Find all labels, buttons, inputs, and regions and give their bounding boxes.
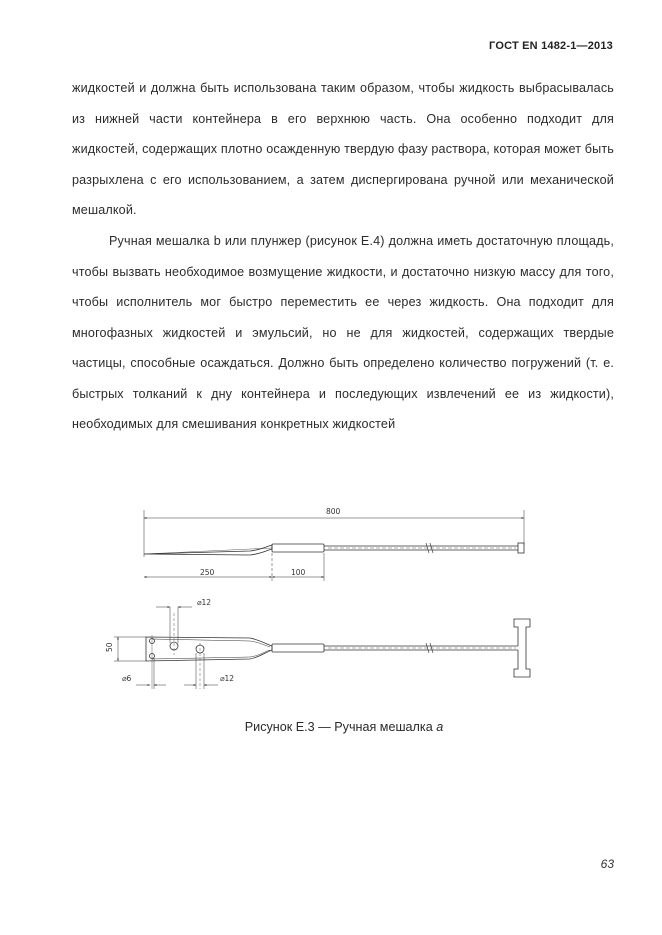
paragraph-2-text: Ручная мешалка b или плунжер (рисунок Е.4) должна иметь достаточную площадь, чтобы вызвать необходимое возмущение жидкости, и достаточно низкую массу для того, чтобы исполнитель мог быстро переместить ее через жидкость. Она подходит для многофазных жидкостей и эмульсий, но не для жидкостей, содержащих твердые частицы, способные осаждаться. Должно быть определено количество погружений (т. е. быстрых толканий к дну контейнера и последующих извлечений ее из жидкости), необходимых для смешивания конкретных жидкостей (72, 234, 614, 431)
figure-e3-drawing (100, 495, 540, 695)
dim-hole-diameter-top: ⌀12 (197, 598, 212, 607)
paragraph-2 (72, 226, 614, 440)
dim-blade-width: 50 (105, 642, 114, 652)
dim-overall-length: 800 (326, 507, 341, 516)
figure-caption-letter: a (436, 720, 444, 734)
figure-caption-text: Рисунок Е.3 — Ручная мешалка (244, 720, 433, 734)
dim-taper-length: 250 (200, 568, 215, 577)
page-number: 63 (600, 857, 614, 871)
dim-sleeve-length: 100 (291, 568, 306, 577)
paragraph-1 (72, 73, 614, 226)
figure-caption (0, 720, 662, 734)
dim-hole-diameter-small: ⌀6 (122, 674, 132, 683)
paragraph-1-text: жидкостей и должна быть использована таким образом, чтобы жидкость выбрасывалась из нижней части контейнера в его верхнюю часть. Она особенно подходит для жидкостей, содержащих плотно осажденную твердую фазу раствора, которая может быть разрыхлена с его использованием, а затем диспергирована ручной или механической мешалкой. (72, 81, 614, 217)
plan-view (114, 607, 530, 689)
standard-header: ГОСТ EN 1482-1—2013 (489, 40, 613, 52)
dim-hole-diameter-bottom: ⌀12 (220, 674, 235, 683)
